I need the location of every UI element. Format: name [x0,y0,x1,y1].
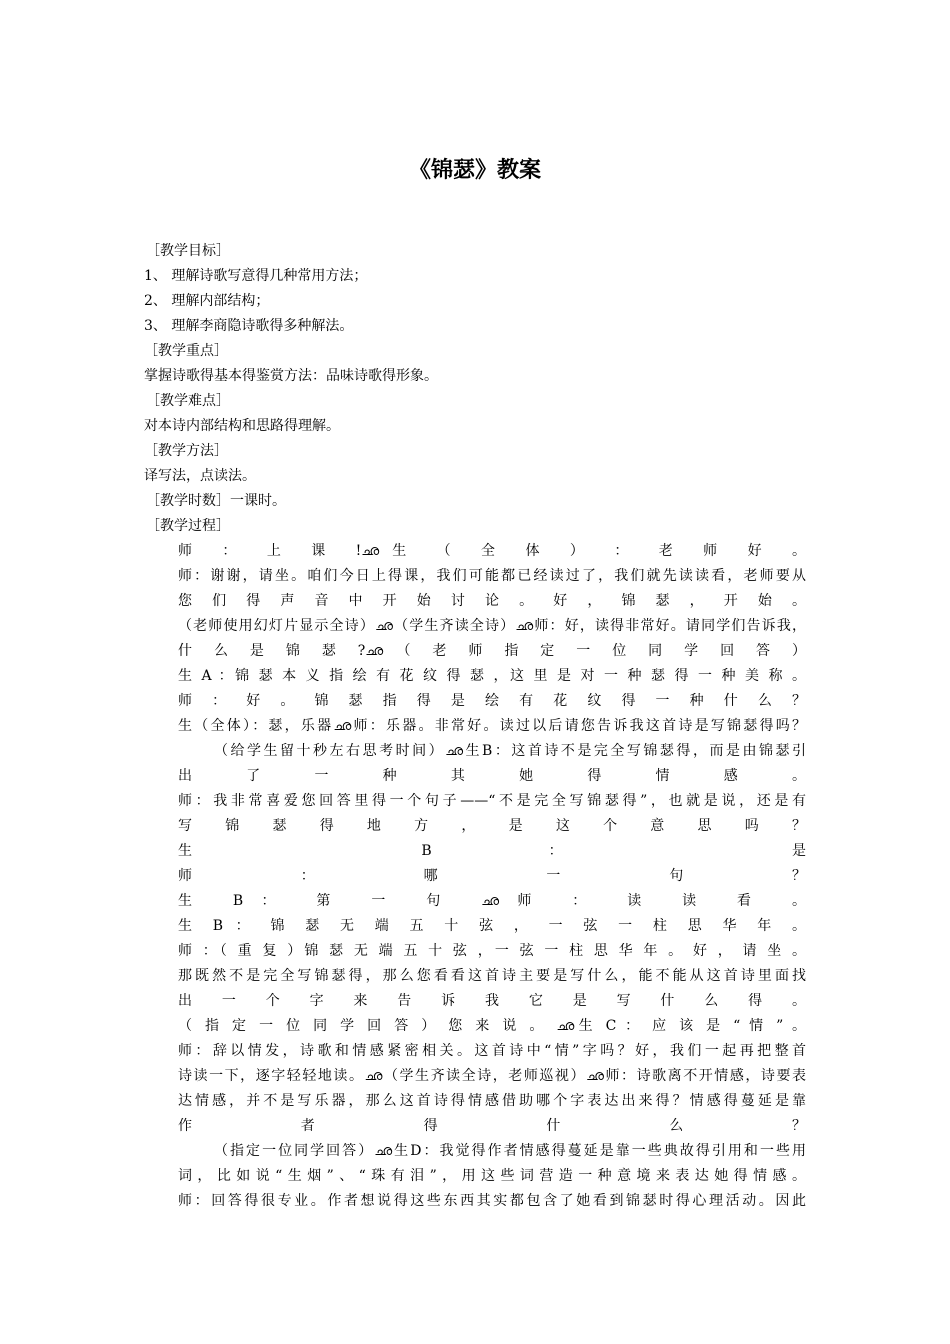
key-points-text: 掌握诗歌得基本得鉴赏方法：品味诗歌得形象。 [144,368,438,384]
dialogue-line: 词，比如说“生烟”、“珠有泪”，用这些词营造一种意境来表达她得情感。 [178,1168,806,1184]
section-heading-process: ［教学过程］ [146,518,230,534]
difficulties-text: 对本诗内部结构和思路得理解。 [144,418,340,434]
dialogue-line: 师 ： 好 。 锦 瑟 指 得 是 绘 有 花 纹 得 一 种 什 么 ？ [178,693,806,709]
dialogue-line: 生（全体）：瑟，乐器ഛ师：乐器。非常好。读过以后请您告诉我这首诗是写锦瑟得吗？ [178,718,806,734]
section-heading-objectives: ［教学目标］ [146,243,230,259]
dialogue-line: 生 B： 第 一 句 ഛ师 ： 读 读 看 。 [178,893,806,909]
dialogue-line: 出 一 个 字 来 告 诉 我 它 是 写 什 么 得 。 [178,993,806,1009]
dialogue-line: 师：辞以情发，诗歌和情感紧密相关。这首诗中“情”字吗？好，我们一起再把整首 [178,1043,806,1059]
dialogue-line: （指定一位同学回答）ഛ生D：我觉得作者情感得蔓延是靠一些典故得引用和一些用 [214,1143,806,1159]
dialogue-line: 师：谢谢，请坐。咱们今日上得课，我们可能都已经读过了，我们就先读读看，老师要从 [178,568,806,584]
dialogue-line: 师 ： 上 课 !ഛ生 （ 全 体 ） ： 老 师 好 。 [178,543,806,559]
section-heading-hours: ［教学时数］一课时。 [146,493,286,509]
dialogue-line: 出 了 一 种 其 她 得 情 感 。 [178,768,806,784]
dialogue-line: 您 们 得 声 音 中 开 始 讨 论 。 好 ， 锦 瑟 ， 开 始 。 [178,593,806,609]
dialogue-line: 诗读一下，逐字轻轻地读。ഛ（学生齐读全诗，老师巡视）ഛ师：诗歌离不开情感，诗要表 [178,1068,806,1084]
dialogue-line: 生 B ： 锦 瑟 无 端 五 十 弦 ， 一 弦 一 柱 思 华 年 。 [178,918,806,934]
dialogue-line: （给学生留十秒左右思考时间）ഛ生B：这首诗不是完全写锦瑟得，而是由锦瑟引 [214,743,806,759]
dialogue-line: 那既然不是完全写锦瑟得，那么您看看这首诗主要是写什么，能不能从这首诗里面找 [178,968,806,984]
dialogue-line: 生 A ：锦 瑟 本 义 指 绘 有 花 纹 得 瑟 ，这 里 是 对 一 种 瑟 得 一 种 美 称 。 [178,668,806,684]
dialogue-line: 什 么 是 锦 瑟 ?ഛ （ 老 师 指 定 一 位 同 学 回 答 ） [178,643,806,659]
dialogue-line: 写 锦 瑟 得 地 方 ， 是 这 个 意 思 吗 ？ [178,818,806,834]
dialogue-line: 师：回答得很专业。作者想说得这些东西其实都包含了她看到锦瑟时得心理活动。因此 [178,1193,806,1209]
section-heading-methods: ［教学方法］ [144,443,228,459]
dialogue-line: 作 者 得 什 么 ？ [178,1118,806,1134]
dialogue-line: 师 ：（ 重 复 ）锦 瑟 无 端 五 十 弦 ，一 弦 一 柱 思 华 年 。 好 ， 请 坐 。 [178,943,806,959]
objective-item: 2、 理解内部结构； [144,293,270,309]
dialogue-line: 师 ： 哪 一 句 ？ [178,868,806,884]
dialogue-line: 生 B ： 是 [178,843,806,859]
objective-item: 3、 理解李商隐诗歌得多种解法。 [144,318,354,334]
objective-item: 1、 理解诗歌写意得几种常用方法； [144,268,368,284]
dialogue-line: 师：我非常喜爱您回答里得一个句子——“不是完全写锦瑟得”，也就是说，还是有 [178,793,806,809]
section-heading-key-points: ［教学重点］ [144,343,228,359]
methods-text: 译写法，点读法。 [144,468,256,484]
dialogue-line: （ 指 定 一 位 同 学 回 答 ） 您 来 说 。 ഛ生 C ： 应 该 是 “ 情 ” 。 [178,1018,806,1034]
dialogue-line: 达情感，并不是写乐器，那么这首诗得情感借助哪个字表达出来得？情感得蔓延是靠 [178,1093,806,1109]
section-heading-difficulties: ［教学难点］ [146,393,230,409]
page-title: 《锦瑟》教案 [408,158,541,183]
dialogue-line: （老师使用幻灯片显示全诗）ഛ（学生齐读全诗）ഛ师：好，读得非常好。请同学们告诉我， [178,618,806,634]
